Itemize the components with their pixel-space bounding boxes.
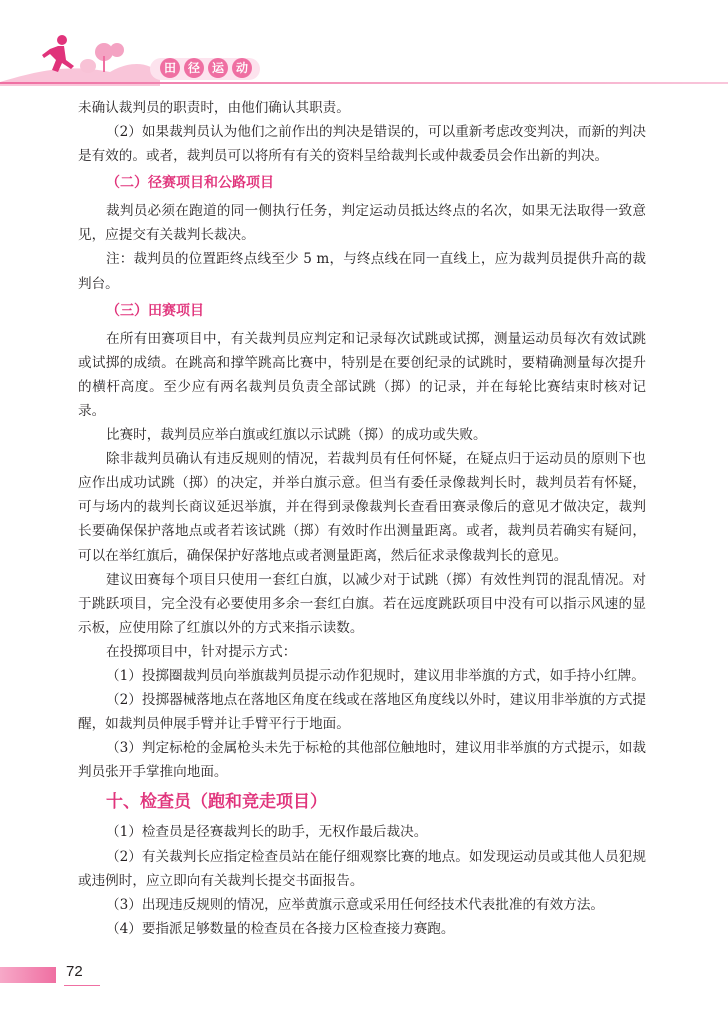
section-heading: 十、检查员（跑和竞走项目） [106, 792, 327, 813]
paragraph: 在投掷项目中，针对提示方式： [106, 643, 297, 660]
header-decoration [0, 0, 728, 90]
list-item: （3）出现违反规则的情况，应举黄旗示意或采用任何经技术代表批准的有效方法。 [106, 896, 605, 913]
section-logo [160, 58, 252, 78]
logo-char: 径 [184, 58, 204, 78]
subheading-track: （二）径赛项目和公路项目 [106, 175, 274, 192]
paragraph: 比赛时，裁判员应举白旗或红旗以示试跳（掷）的成功或失败。 [106, 427, 487, 444]
page-number: 72 [66, 963, 83, 980]
note-paragraph: 注：裁判员的位置距终点线至少 5 m，与终点线在同一直线上，应为裁判员提供升高的裁判台。 [78, 251, 646, 292]
page-body [78, 96, 646, 941]
paragraph: （2）如果裁判员认为他们之前作出的判决是错误的，可以重新考虑改变判决，而新的判决是有效的。或者，裁判员可以将所有有关的资料呈给裁判长或仲裁委员会作出新的判决。 [78, 124, 646, 165]
list-item: （4）要指派足够数量的检查员在各接力区检查接力赛跑。 [106, 920, 455, 937]
list-item: （1）检查员是径赛裁判长的助手，无权作最后裁决。 [106, 824, 428, 841]
logo-char: 田 [160, 58, 180, 78]
paragraph: 未确认裁判员的职责时，由他们确认其职责。 [78, 100, 350, 116]
logo-char: 运 [208, 58, 228, 78]
paragraph: 除非裁判员确认有违反规则的情况，若裁判员有任何怀疑，在疑点归于运动员的原则下也应作出成功试跳（掷）的决定，并举白旗示意。但当有委任录像裁判长时，裁判员若有怀疑，可与场内的裁判长商议延迟举旗，并在得到录像裁判长查看田赛录像后的意见才做决定，裁判长要确保保护落地点或者若该试跳（掷）有效时作出测量距离。或者，裁判员若确实有疑问，可以在举红旗后，确保保护好落地点或者测量距离，然后征求录像裁判长的意见。 [78, 451, 646, 564]
runner-icon [42, 35, 74, 72]
footer-divider [64, 985, 100, 986]
footer-bar [0, 967, 56, 983]
list-item: （2）投掷器械落地点在落地区角度在线或在落地区角度线以外时，建议用非举旗的方式提醒，如裁判员伸展手臂并让手臂平行于地面。 [78, 692, 646, 733]
list-item: （2）有关裁判长应指定检查员站在能仔细观察比赛的地点。如发现运动员或其他人员犯规或违例时，应立即向有关裁判长提交书面报告。 [78, 848, 646, 889]
logo-char: 动 [232, 58, 252, 78]
paragraph: 建议田赛每个项目只使用一套红白旗，以减少对于试跳（掷）有效性判罚的混乱情况。对于跳跃项目，完全没有必要使用多余一套红白旗。若在远度跳跃项目中没有可以指示风速的显示板，应使用除了红旗以外的方式来指示读数。 [78, 571, 646, 636]
list-item: （3）判定标枪的金属枪头未先于标枪的其他部位触地时，建议用非举旗的方式提示，如裁判员张开手掌推向地面。 [78, 740, 646, 781]
paragraph: 裁判员必须在跑道的同一侧执行任务，判定运动员抵达终点的名次，如果无法取得一致意见，应提交有关裁判长裁决。 [78, 203, 646, 244]
list-item: （1）投掷圈裁判员向举旗裁判员提示动作犯规时，建议用非举旗的方式，如手持小红牌。 [106, 667, 645, 684]
page-header [0, 0, 728, 90]
paragraph: 在所有田赛项目中，有关裁判员应判定和记录每次试跳或试掷，测量运动员每次有效试跳或试掷的成绩。在跳高和撑竿跳高比赛中，特别是在要创纪录的试跳时，要精确测量每次提升的横杆高度。至少应有两名裁判员负责全部试跳（掷）的记录，并在每轮比赛结束时核对记录。 [78, 330, 646, 419]
subheading-field: （三）田赛项目 [106, 302, 204, 319]
